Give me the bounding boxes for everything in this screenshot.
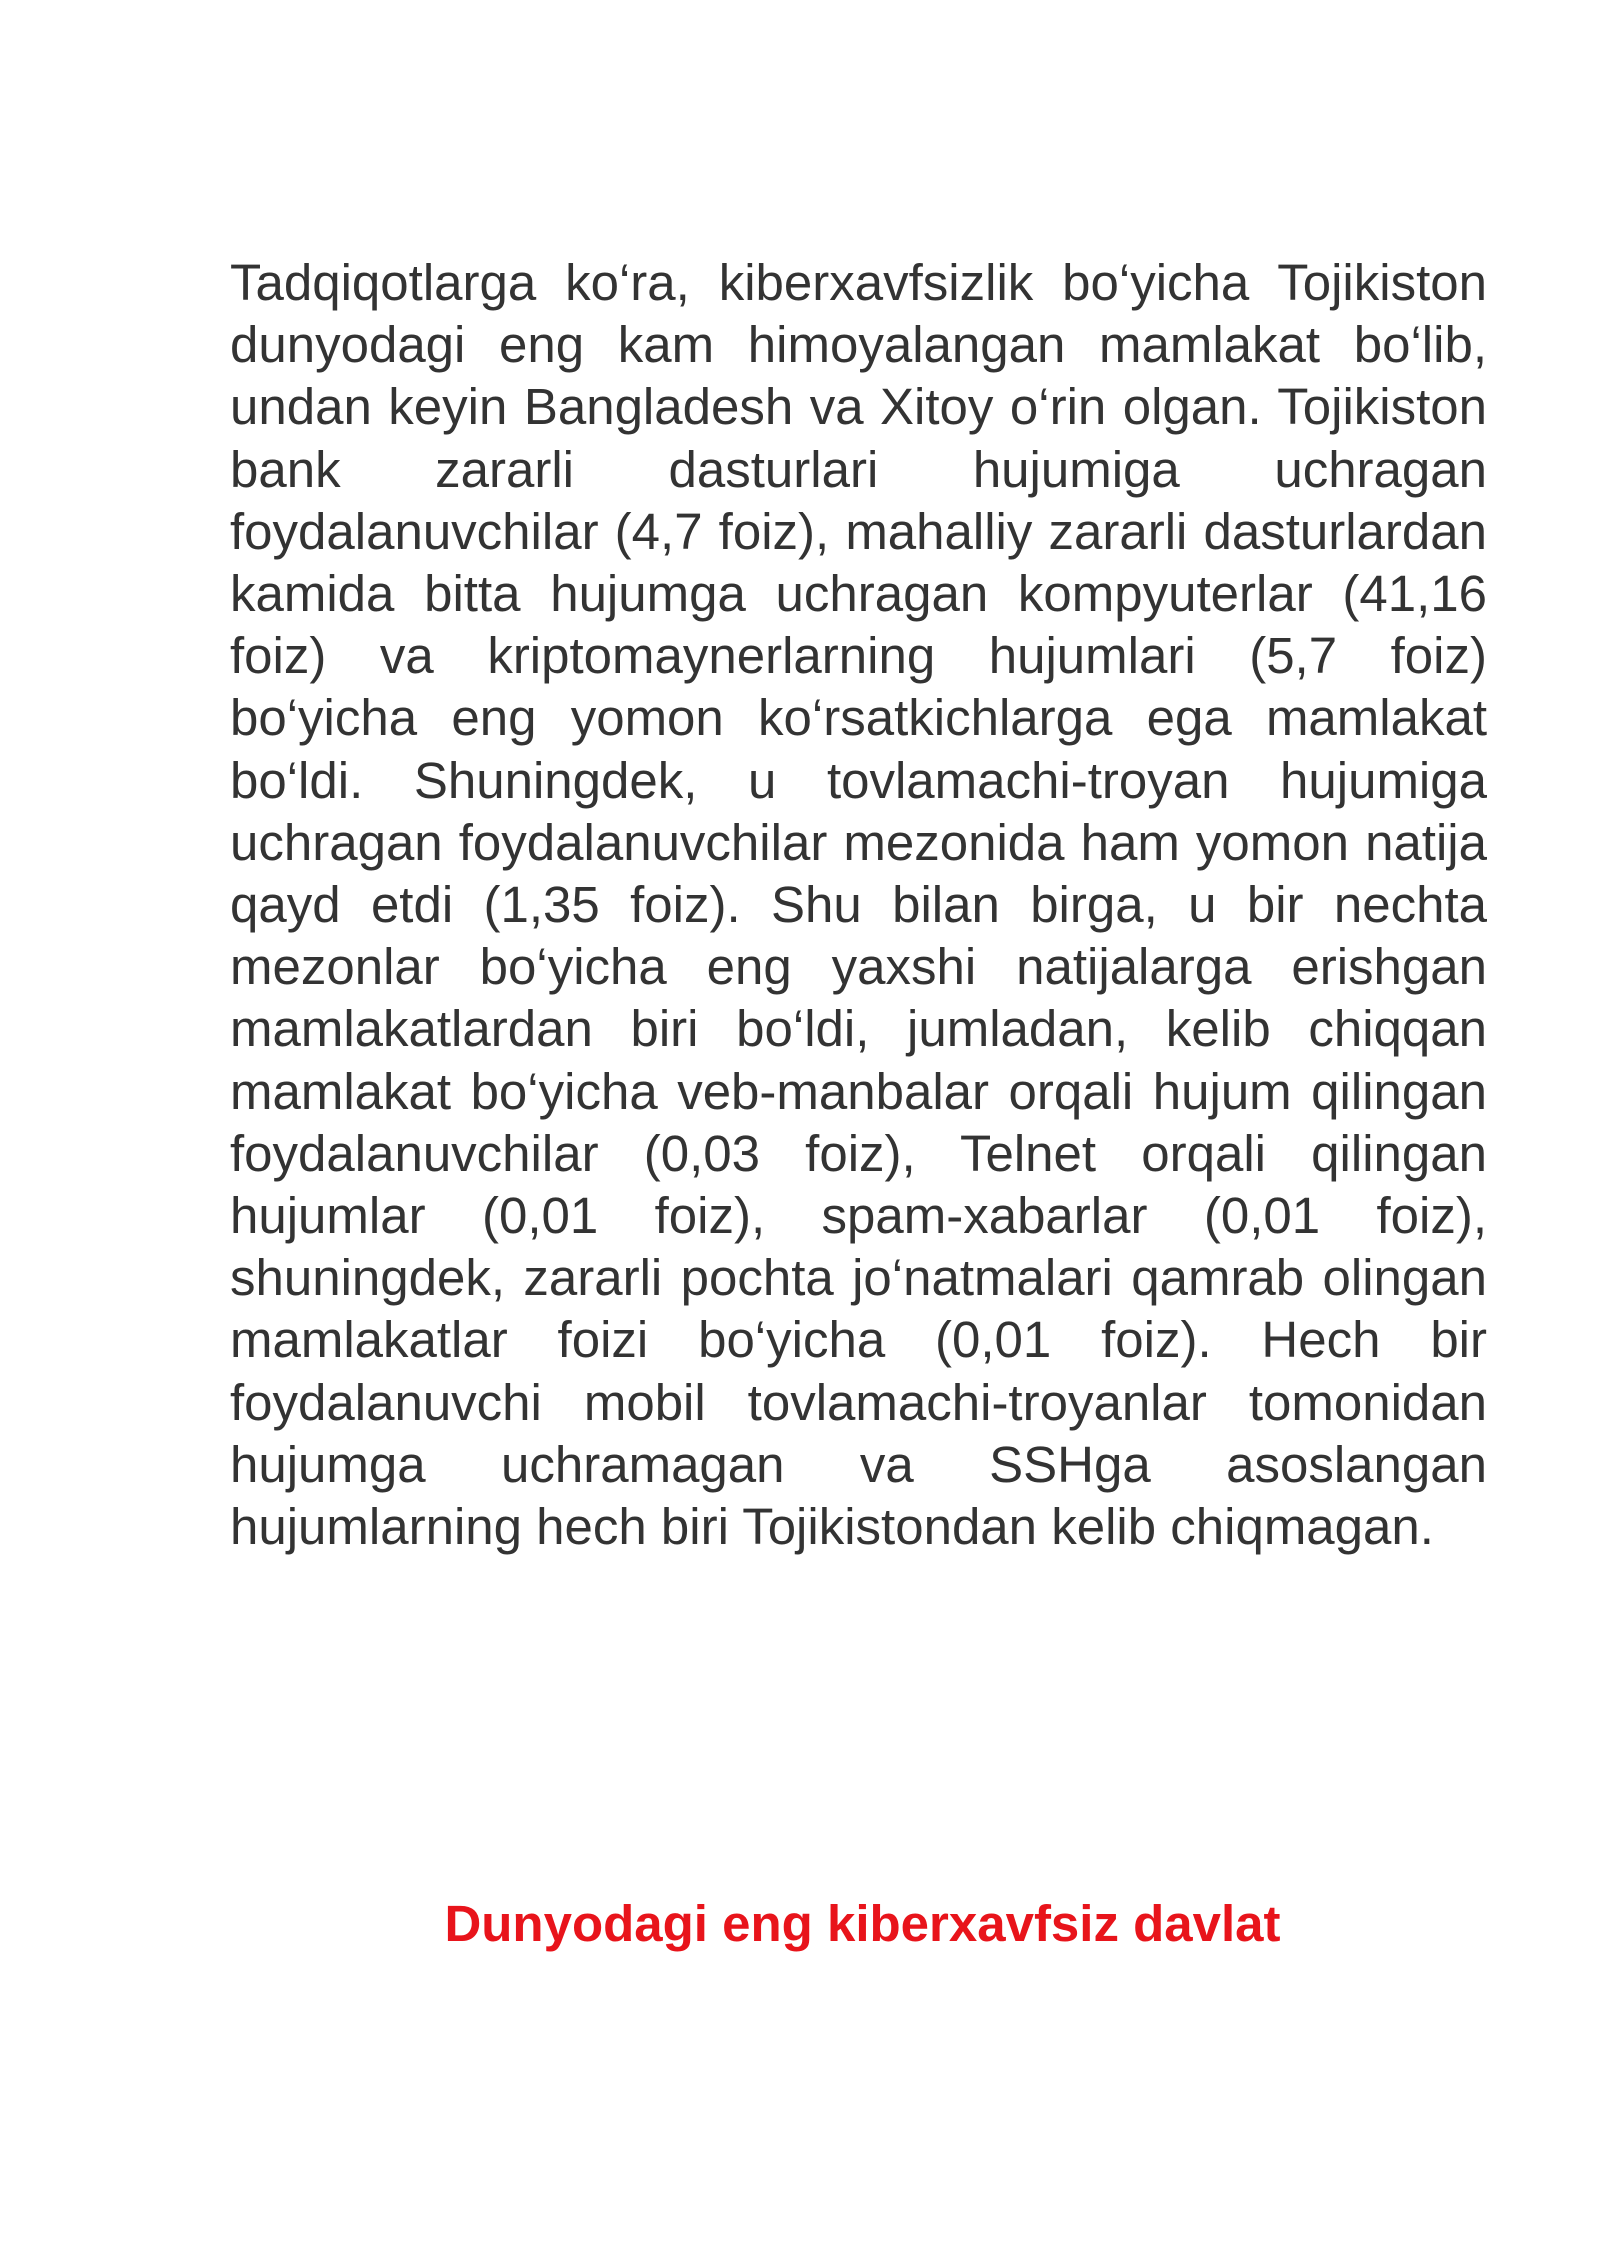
body-paragraph: Tadqiqotlarga ko‘ra, kiberxavfsizlik bo‘yicha Tojikiston dunyodagi eng kam himoyalangan mamlakat bo‘lib, undan keyin Bangladesh va Xitoy o‘rin olgan. Tojikiston bank zararli dasturlari hujumiga uchragan foydalanuvchilar (4,7 foiz), mahalliy zararli dasturlardan kamida bitta hujumga uchragan kompyuterlar (41,16 foiz) va kriptomaynerlarning hujumlari (5,7 foiz) bo‘yicha eng yomon ko‘rsatkichlarga ega mamlakat bo‘ldi. Shuningdek, u tovlamachi-troyan hujumiga uchragan foydalanuvchilar mezonida ham yomon natija qayd etdi (1,35 foiz). Shu bilan birga, u bir nechta mezonlar bo‘yicha eng yaxshi natijalarga erishgan mamlakatlardan biri bo‘ldi, jumladan, kelib chiqqan mamlakat bo‘yicha veb-manbalar orqali hujum qilingan foydalanuvchilar (0,03 foiz), Telnet orqali qilingan hujumlar (0,01 foiz), spam-xabarlar (0,01 foiz), shuningdek, zararli pochta jo‘natmalari qamrab olingan mamlakatlar foizi bo‘yicha (0,01 foiz). Hech bir foydalanuvchi mobil tovlamachi-troyanlar tomonidan hujumga uchramagan va SSHga asoslangan hujumlarning hech biri Tojikistondan kelib chiqmagan. (230, 254, 1487, 1556)
section-heading: Dunyodagi eng kiberxavfsiz davlat (444, 1895, 1281, 1952)
